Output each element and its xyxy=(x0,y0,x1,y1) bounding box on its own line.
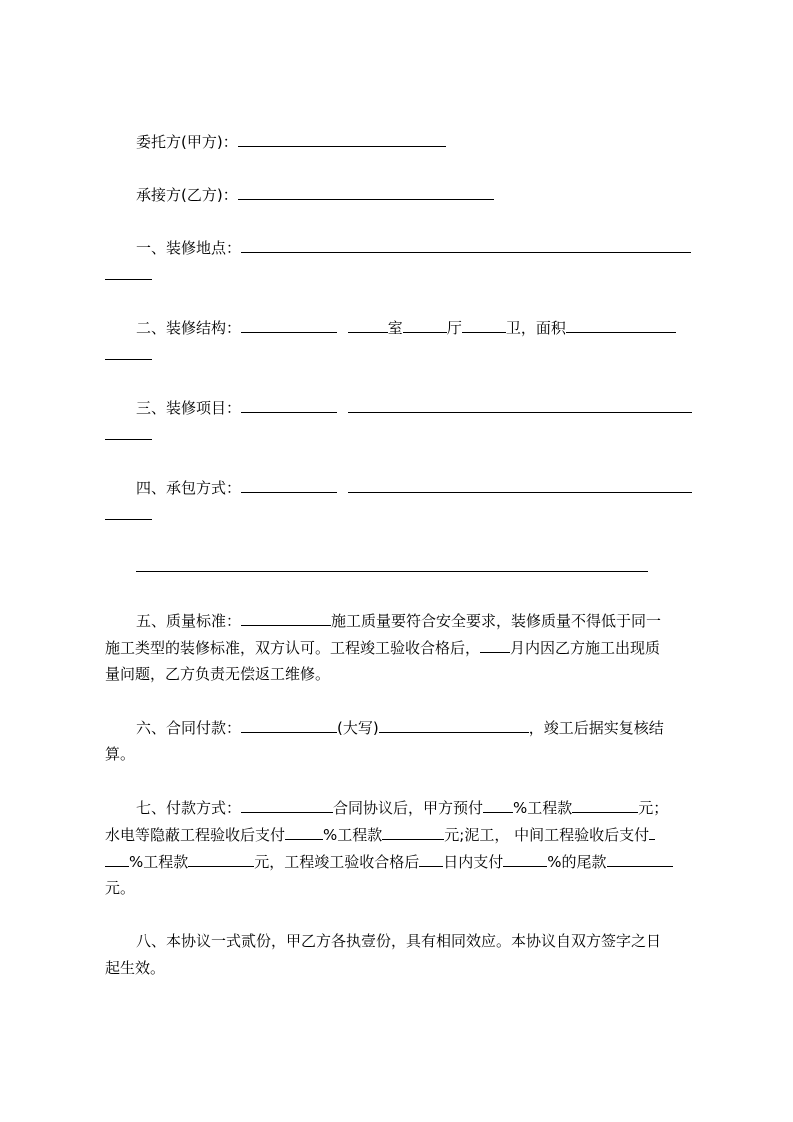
hall-label: 厅 xyxy=(446,319,462,337)
structure-blank[interactable] xyxy=(241,317,337,333)
items-blank-2[interactable] xyxy=(348,397,692,413)
payment-uppercase-blank[interactable] xyxy=(379,717,529,733)
hidden-works-percent-blank[interactable] xyxy=(285,824,323,840)
clause-6-text-1: (大写) xyxy=(337,719,379,737)
prepay-percent-blank[interactable] xyxy=(483,797,513,813)
prepay-amount-blank[interactable] xyxy=(572,797,638,813)
clause-2-label: 二、装修结构： xyxy=(136,319,242,337)
clause-5-label: 五、质量标准： xyxy=(136,612,242,630)
clause-7-line-2 xyxy=(105,824,655,844)
clause-7-text-7: %工程款 xyxy=(129,853,189,871)
client-label: 委托方(甲方)： xyxy=(136,133,238,151)
warranty-months-blank[interactable] xyxy=(480,637,510,653)
clause-6-text-3: 算。 xyxy=(105,745,136,763)
bath-label: 卫，面积 xyxy=(505,319,566,337)
clause-4-cont xyxy=(105,504,152,524)
clause-7-text-4: 水电等隐蔽工程验收后支付 xyxy=(105,826,286,844)
hall-blank[interactable] xyxy=(403,317,447,333)
clause-5-line-2 xyxy=(105,637,660,657)
bath-blank[interactable] xyxy=(462,317,506,333)
clause-7-text-6: 元;泥工， 中间工程验收后支付 xyxy=(444,826,650,844)
area-blank-cont[interactable] xyxy=(105,344,152,360)
clause-8-line-2 xyxy=(105,958,165,978)
clause-7-text-1: 合同协议后，甲方预付 xyxy=(333,799,484,817)
items-blank-cont[interactable] xyxy=(105,424,152,440)
clause-4-label: 四、承包方式： xyxy=(136,479,242,497)
clause-1-line xyxy=(136,237,691,257)
clause-7-line-4 xyxy=(105,878,135,898)
clause-7-text-11: 元。 xyxy=(105,879,136,897)
clause-7-text-5: %工程款 xyxy=(323,826,383,844)
location-blank-cont[interactable] xyxy=(105,264,152,280)
items-blank-1[interactable] xyxy=(241,397,337,413)
final-amount-blank[interactable] xyxy=(607,851,673,867)
clause-2-line xyxy=(136,317,676,337)
room-blank[interactable] xyxy=(348,317,388,333)
clause-6-line-1 xyxy=(136,717,664,737)
clause-5-text-2b: 月内因乙方施工出现质 xyxy=(510,639,661,657)
clause-7-text-2: %工程款 xyxy=(513,799,573,817)
clause-1-cont xyxy=(105,264,152,284)
final-percent-blank[interactable] xyxy=(503,851,547,867)
room-label: 室 xyxy=(387,319,403,337)
clause-3-line xyxy=(136,397,692,417)
method-blank-cont[interactable] xyxy=(105,504,152,520)
final-days-blank[interactable] xyxy=(419,851,443,867)
clause-7-text-10: %的尾款 xyxy=(547,853,607,871)
clause-5-text-2a: 施工类型的装修标准，双方认可。工程竣工验收合格后， xyxy=(105,639,481,657)
contractor-blank[interactable] xyxy=(238,184,494,200)
clause-7-label: 七、付款方式： xyxy=(136,799,242,817)
clause-7-text-8: 元，工程竣工验收合格后 xyxy=(254,853,420,871)
paymethod-blank[interactable] xyxy=(241,797,333,813)
clause-2-cont xyxy=(105,344,152,364)
hidden-works-amount-blank[interactable] xyxy=(382,824,444,840)
separator-line[interactable] xyxy=(136,571,648,572)
clause-5-text-1: 施工质量要符合安全要求，装修质量不得低于同一 xyxy=(331,612,662,630)
clause-7-line-1 xyxy=(136,797,668,817)
clause-8-text-2: 起生效。 xyxy=(105,959,166,977)
clause-6-label: 六、合同付款： xyxy=(136,719,242,737)
area-blank[interactable] xyxy=(566,317,676,333)
clause-7-text-3: 元； xyxy=(638,799,669,817)
clause-7-line-3 xyxy=(105,851,673,871)
quality-blank[interactable] xyxy=(241,610,331,626)
clause-3-cont xyxy=(105,424,152,444)
contractor-line xyxy=(136,184,494,204)
clause-1-label: 一、装修地点： xyxy=(136,239,242,257)
clause-4-line xyxy=(136,477,692,497)
clause-7-text-9: 日内支付 xyxy=(443,853,504,871)
mid-works-percent-blank[interactable] xyxy=(105,851,129,867)
clause-3-label: 三、装修项目： xyxy=(136,399,242,417)
clause-5-line-3 xyxy=(105,664,330,684)
contractor-label: 承接方(乙方)： xyxy=(136,186,238,204)
clause-5-text-3: 量问题，乙方负责无偿返工维修。 xyxy=(105,665,331,683)
clause-8-line-1 xyxy=(136,931,661,951)
method-blank-2[interactable] xyxy=(348,477,692,493)
clause-8-text-1: 八、本协议一式贰份，甲乙方各执壹份，具有相同效应。本协议自双方签字之日 xyxy=(136,932,662,950)
client-blank[interactable] xyxy=(238,131,446,147)
clause-5-line-1 xyxy=(136,610,661,630)
clause-6-text-2: ，竣工后据实复核结 xyxy=(528,719,664,737)
method-blank-1[interactable] xyxy=(241,477,337,493)
client-line xyxy=(136,131,446,151)
clause-6-line-2 xyxy=(105,744,135,764)
payment-amount-blank[interactable] xyxy=(241,717,337,733)
mid-works-blank-start[interactable] xyxy=(649,824,655,840)
mid-works-amount-blank[interactable] xyxy=(188,851,254,867)
location-blank[interactable] xyxy=(241,237,691,253)
